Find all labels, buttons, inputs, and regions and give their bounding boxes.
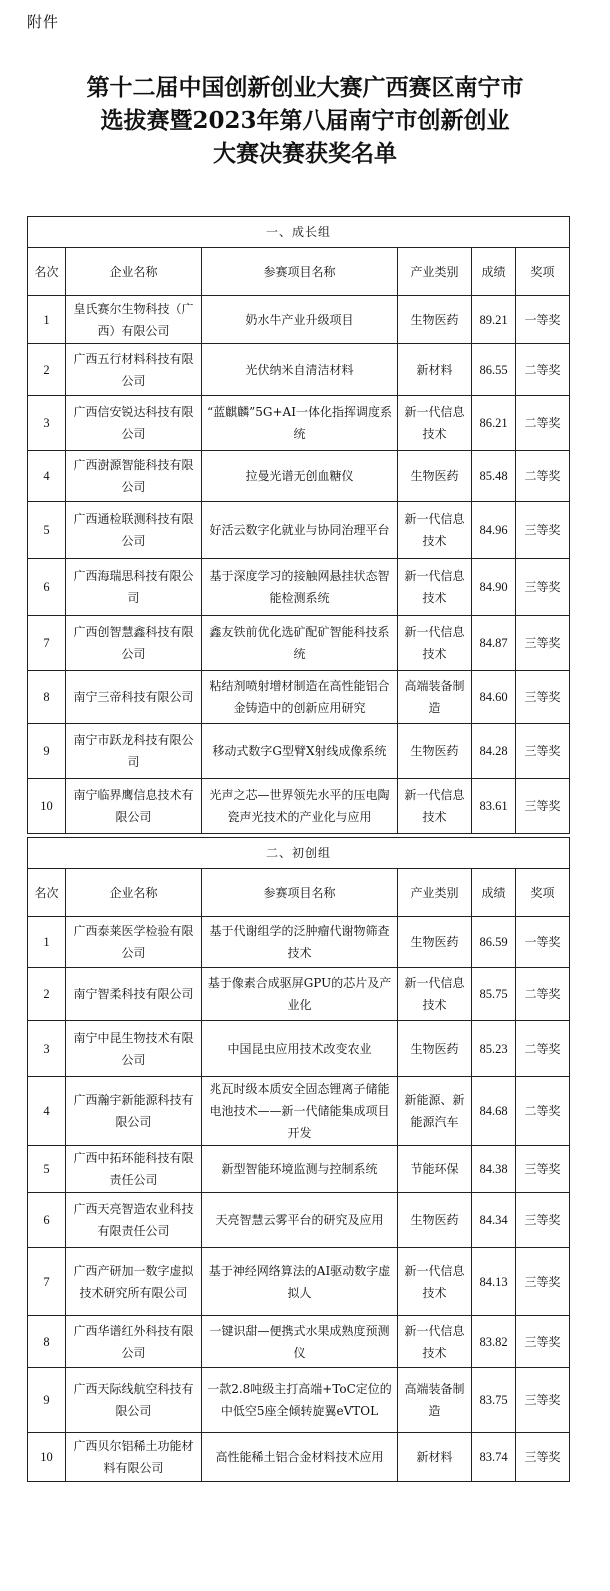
- table-row: [28, 671, 570, 724]
- cell-category: 新一代信息技术: [398, 1248, 472, 1316]
- cell-award: 三等奖: [516, 1193, 570, 1248]
- cell-rank: 4: [28, 1077, 66, 1146]
- table-row: [28, 724, 570, 779]
- cell-company: 皇氏赛尔生物科技（广西）有限公司: [66, 296, 202, 344]
- cell-company: 广西澍源智能科技有限公司: [66, 451, 202, 502]
- cell-award: 二等奖: [516, 1021, 570, 1077]
- cell-award: 二等奖: [516, 451, 570, 502]
- cell-score: 83.75: [472, 1368, 516, 1433]
- cell-project: 基于像素合成驱屏GPU的芯片及产业化: [202, 968, 398, 1021]
- cell-award: 一等奖: [516, 296, 570, 344]
- cell-category: 生物医药: [398, 724, 472, 779]
- group-header-row: [28, 217, 570, 248]
- cell-score: 86.55: [472, 344, 516, 396]
- cell-score: 84.87: [472, 616, 516, 671]
- cell-rank: 2: [28, 344, 66, 396]
- cell-project: 一键识甜—便携式水果成熟度预测仪: [202, 1316, 398, 1368]
- cell-score: 84.68: [472, 1077, 516, 1146]
- cell-company: 广西中拓环能科技有限责任公司: [66, 1146, 202, 1193]
- awards-table-body: [28, 217, 570, 1482]
- table-row: [28, 1368, 570, 1433]
- cell-award: 三等奖: [516, 1433, 570, 1482]
- title-line-1: 第十二届中国创新创业大赛广西赛区南宁市: [86, 74, 524, 101]
- cell-project: “蓝麒麟”5G+AI一体化指挥调度系统: [202, 396, 398, 451]
- table-row: [28, 1316, 570, 1368]
- cell-score: 86.59: [472, 917, 516, 968]
- column-header-award: 奖项: [516, 248, 570, 296]
- cell-project: 移动式数字G型臂X射线成像系统: [202, 724, 398, 779]
- cell-company: 广西通检联测科技有限公司: [66, 502, 202, 559]
- cell-company: 广西产研加一数字虚拟技术研究所有限公司: [66, 1248, 202, 1316]
- cell-project: 拉曼光谱无创血糖仪: [202, 451, 398, 502]
- awards-table: [27, 216, 570, 1482]
- table-row: [28, 344, 570, 396]
- cell-score: 84.96: [472, 502, 516, 559]
- cell-score: 89.21: [472, 296, 516, 344]
- cell-rank: 10: [28, 1433, 66, 1482]
- cell-rank: 6: [28, 1193, 66, 1248]
- cell-company: 广西五行材料科技有限公司: [66, 344, 202, 396]
- cell-rank: 1: [28, 917, 66, 968]
- cell-rank: 8: [28, 671, 66, 724]
- cell-rank: 7: [28, 1248, 66, 1316]
- title-line-3: 大赛决赛获奖名单: [213, 140, 397, 167]
- cell-category: 新材料: [398, 1433, 472, 1482]
- cell-score: 83.74: [472, 1433, 516, 1482]
- table-row: [28, 1021, 570, 1077]
- cell-company: 广西天亮智造农业科技有限责任公司: [66, 1193, 202, 1248]
- cell-rank: 2: [28, 968, 66, 1021]
- cell-company: 南宁三帝科技有限公司: [66, 671, 202, 724]
- column-header-award: 奖项: [516, 869, 570, 917]
- table-row: [28, 917, 570, 968]
- cell-project: 兆瓦时级本质安全固态锂离子储能电池技术——新一代储能集成项目开发: [202, 1077, 398, 1146]
- table-row: [28, 559, 570, 616]
- cell-award: 一等奖: [516, 917, 570, 968]
- column-header-company: 企业名称: [66, 869, 202, 917]
- cell-award: 三等奖: [516, 779, 570, 834]
- cell-rank: 1: [28, 296, 66, 344]
- column-header-rank: 名次: [28, 248, 66, 296]
- cell-project: 粘结剂喷射增材制造在高性能铝合金铸造中的创新应用研究: [202, 671, 398, 724]
- cell-award: 三等奖: [516, 1146, 570, 1193]
- cell-category: 新一代信息技术: [398, 616, 472, 671]
- column-header-project: 参赛项目名称: [202, 248, 398, 296]
- cell-score: 85.75: [472, 968, 516, 1021]
- cell-category: 新能源、新能源汽车: [398, 1077, 472, 1146]
- cell-rank: 5: [28, 1146, 66, 1193]
- cell-project: 中国昆虫应用技术改变农业: [202, 1021, 398, 1077]
- cell-rank: 3: [28, 1021, 66, 1077]
- cell-award: 二等奖: [516, 968, 570, 1021]
- cell-rank: 7: [28, 616, 66, 671]
- table-row: [28, 1193, 570, 1248]
- cell-category: 新一代信息技术: [398, 502, 472, 559]
- cell-project: 高性能稀土铝合金材料技术应用: [202, 1433, 398, 1482]
- cell-rank: 3: [28, 396, 66, 451]
- column-header-project: 参赛项目名称: [202, 869, 398, 917]
- cell-rank: 5: [28, 502, 66, 559]
- cell-rank: 4: [28, 451, 66, 502]
- column-header-company: 企业名称: [66, 248, 202, 296]
- page-title: [0, 71, 610, 170]
- cell-project: 光伏纳米自清洁材料: [202, 344, 398, 396]
- cell-category: 新一代信息技术: [398, 968, 472, 1021]
- cell-company: 南宁智柔科技有限公司: [66, 968, 202, 1021]
- cell-company: 广西华谱红外科技有限公司: [66, 1316, 202, 1368]
- cell-project: 天亮智慧云雾平台的研究及应用: [202, 1193, 398, 1248]
- cell-award: 三等奖: [516, 559, 570, 616]
- cell-category: 新一代信息技术: [398, 559, 472, 616]
- cell-rank: 6: [28, 559, 66, 616]
- cell-score: 84.13: [472, 1248, 516, 1316]
- cell-category: 节能环保: [398, 1146, 472, 1193]
- cell-score: 84.90: [472, 559, 516, 616]
- column-header-score: 成绩: [472, 248, 516, 296]
- attachment-label: 附件: [27, 13, 60, 31]
- cell-award: 三等奖: [516, 1368, 570, 1433]
- cell-project: 好活云数字化就业与协同治理平台: [202, 502, 398, 559]
- group-name: 一、成长组: [28, 217, 570, 248]
- table-row: [28, 779, 570, 834]
- table-row: [28, 396, 570, 451]
- cell-company: 广西贝尔铝稀土功能材料有限公司: [66, 1433, 202, 1482]
- cell-score: 85.48: [472, 451, 516, 502]
- cell-company: 广西瀚宇新能源科技有限公司: [66, 1077, 202, 1146]
- column-header-row: [28, 248, 570, 296]
- cell-company: 广西海瑞思科技有限公司: [66, 559, 202, 616]
- cell-project: 鑫友铁前优化选矿配矿智能科技系统: [202, 616, 398, 671]
- table-row: [28, 1433, 570, 1482]
- cell-company: 广西泰莱医学检验有限公司: [66, 917, 202, 968]
- cell-award: 二等奖: [516, 1077, 570, 1146]
- cell-project: 基于代谢组学的泛肿瘤代谢物筛查技术: [202, 917, 398, 968]
- table-row: [28, 451, 570, 502]
- group-name: 二、初创组: [28, 838, 570, 869]
- cell-score: 83.61: [472, 779, 516, 834]
- cell-category: 生物医药: [398, 451, 472, 502]
- cell-company: 南宁中昆生物技术有限公司: [66, 1021, 202, 1077]
- cell-rank: 10: [28, 779, 66, 834]
- cell-company: 广西信安锐达科技有限公司: [66, 396, 202, 451]
- cell-rank: 8: [28, 1316, 66, 1368]
- cell-category: 新一代信息技术: [398, 396, 472, 451]
- cell-project: 新型智能环境监测与控制系统: [202, 1146, 398, 1193]
- cell-rank: 9: [28, 1368, 66, 1433]
- cell-award: 二等奖: [516, 396, 570, 451]
- cell-award: 三等奖: [516, 616, 570, 671]
- table-row: [28, 968, 570, 1021]
- group-header-row: [28, 838, 570, 869]
- cell-award: 三等奖: [516, 1248, 570, 1316]
- cell-project: 奶水牛产业升级项目: [202, 296, 398, 344]
- cell-category: 生物医药: [398, 1193, 472, 1248]
- cell-category: 生物医药: [398, 917, 472, 968]
- cell-category: 新一代信息技术: [398, 779, 472, 834]
- cell-category: 高端装备制造: [398, 1368, 472, 1433]
- cell-score: 85.23: [472, 1021, 516, 1077]
- cell-company: 广西创智慧鑫科技有限公司: [66, 616, 202, 671]
- column-header-category: 产业类别: [398, 248, 472, 296]
- cell-company: 南宁临界鹰信息技术有限公司: [66, 779, 202, 834]
- cell-score: 84.38: [472, 1146, 516, 1193]
- cell-category: 新材料: [398, 344, 472, 396]
- table-row: [28, 1146, 570, 1193]
- column-header-row: [28, 869, 570, 917]
- table-row: [28, 616, 570, 671]
- cell-award: 三等奖: [516, 671, 570, 724]
- cell-award: 三等奖: [516, 724, 570, 779]
- column-header-category: 产业类别: [398, 869, 472, 917]
- cell-score: 86.21: [472, 396, 516, 451]
- table-row: [28, 1077, 570, 1146]
- cell-score: 84.60: [472, 671, 516, 724]
- table-row: [28, 502, 570, 559]
- title-line-2: 选拔赛暨2023年第八届南宁市创新创业: [100, 107, 510, 134]
- cell-project: 基于深度学习的接触网悬挂状态智能检测系统: [202, 559, 398, 616]
- cell-score: 84.34: [472, 1193, 516, 1248]
- cell-rank: 9: [28, 724, 66, 779]
- cell-company: 南宁市跃龙科技有限公司: [66, 724, 202, 779]
- cell-award: 二等奖: [516, 344, 570, 396]
- cell-score: 83.82: [472, 1316, 516, 1368]
- cell-category: 生物医药: [398, 296, 472, 344]
- column-header-rank: 名次: [28, 869, 66, 917]
- cell-project: 一款2.8吨级主打高端+ToC定位的中低空5座全倾转旋翼eVTOL: [202, 1368, 398, 1433]
- cell-category: 新一代信息技术: [398, 1316, 472, 1368]
- cell-company: 广西天际线航空科技有限公司: [66, 1368, 202, 1433]
- cell-project: 光声之芯—世界领先水平的压电陶瓷声光技术的产业化与应用: [202, 779, 398, 834]
- cell-award: 三等奖: [516, 502, 570, 559]
- column-header-score: 成绩: [472, 869, 516, 917]
- cell-category: 高端装备制造: [398, 671, 472, 724]
- cell-project: 基于神经网络算法的AI驱动数字虚拟人: [202, 1248, 398, 1316]
- cell-award: 三等奖: [516, 1316, 570, 1368]
- table-row: [28, 1248, 570, 1316]
- cell-score: 84.28: [472, 724, 516, 779]
- cell-category: 生物医药: [398, 1021, 472, 1077]
- table-row: [28, 296, 570, 344]
